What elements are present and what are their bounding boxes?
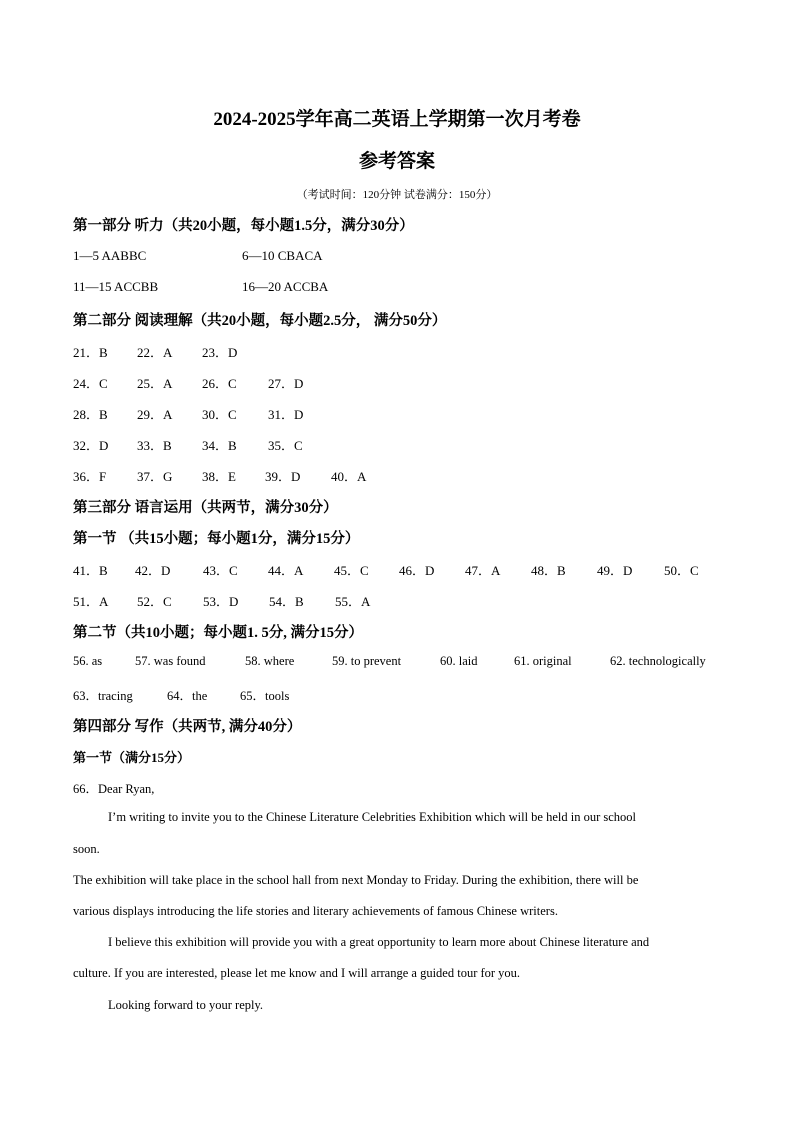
- answer-item: 25．A: [137, 376, 173, 391]
- part3-section2-heading: 第二节（共10小题；每小题1. 5分, 满分15分）: [73, 625, 363, 641]
- answer-item: 51．A: [73, 594, 109, 609]
- answer-item: 59. to prevent: [332, 654, 402, 668]
- answer-item: 43．C: [203, 563, 238, 578]
- answer-item: 22．A: [137, 345, 173, 360]
- answer-item: 53．D: [203, 594, 239, 609]
- answer-item: 30．C: [202, 407, 237, 422]
- letter-salutation: 66．Dear Ryan,: [73, 782, 155, 796]
- answer-item: 36．F: [73, 469, 107, 484]
- part2-heading: 第二部分 阅读理解（共20小题，每小题2.5分， 满分50分）: [73, 313, 447, 329]
- answer-item: 33．B: [137, 438, 172, 453]
- answer-item: 39．D: [265, 469, 301, 484]
- part4-heading: 第四部分 写作（共两节, 满分40分）: [73, 719, 302, 735]
- exam-info: （考试时间：120分钟 试卷满分：150分）: [296, 189, 498, 201]
- answer-item: 40．A: [331, 469, 367, 484]
- answer-item: 52．C: [137, 594, 172, 609]
- answer-item: 60. laid: [440, 654, 478, 668]
- answer-item: 41．B: [73, 563, 108, 578]
- part1-heading: 第一部分 听力（共20小题，每小题1.5分，满分30分）: [73, 218, 414, 234]
- answer-item: 28．B: [73, 407, 108, 422]
- answer-item: 57. was found: [135, 654, 206, 668]
- answer-item: 61. original: [514, 654, 572, 668]
- answer-item: 54．B: [269, 594, 304, 609]
- answer-item: 31．D: [268, 407, 304, 422]
- answer-item: 1—5 AABBC: [73, 248, 147, 263]
- answer-item: 49．D: [597, 563, 633, 578]
- answer-item: 47．A: [465, 563, 501, 578]
- answer-item: 50．C: [664, 563, 699, 578]
- letter-paragraph-line: I believe this exhibition will provide you with a great opportunity to learn more about Chinese literature and: [108, 935, 650, 949]
- letter-closing-line: Looking forward to your reply.: [108, 998, 264, 1012]
- answer-item: 32．D: [73, 438, 109, 453]
- part3-section1-heading: 第一节 （共15小题；每小题1分，满分15分）: [73, 531, 360, 547]
- answer-item: 64．the: [167, 689, 208, 703]
- answer-item: 62. technologically: [610, 654, 706, 668]
- answer-item: 21．B: [73, 345, 108, 360]
- answer-item: 38．E: [202, 469, 236, 484]
- answer-item: 63．tracing: [73, 689, 133, 703]
- answer-item: 56. as: [73, 654, 103, 668]
- answer-item: 24．C: [73, 376, 108, 391]
- letter-paragraph-line: soon.: [73, 842, 100, 856]
- part3-heading: 第三部分 语言运用（共两节，满分30分）: [73, 500, 338, 516]
- answer-item: 58. where: [245, 654, 295, 668]
- answer-item: 11—15 ACCBB: [73, 279, 159, 294]
- letter-paragraph-line: The exhibition will take place in the school hall from next Monday to Friday. During the exhibition, there will be: [73, 873, 639, 887]
- answer-item: 16—20 ACCBA: [242, 279, 329, 294]
- answer-item: 23．D: [202, 345, 238, 360]
- answer-item: 55．A: [335, 594, 371, 609]
- answer-item: 46．D: [399, 563, 435, 578]
- answer-item: 27．D: [268, 376, 304, 391]
- answer-item: 29．A: [137, 407, 173, 422]
- answer-item: 65．tools: [240, 689, 290, 703]
- part4-section1-heading: 第一节（满分15分）: [73, 750, 191, 765]
- page-title: 2024-2025学年高二英语上学期第一次月考卷: [213, 109, 581, 130]
- answer-item: 6—10 CBACA: [242, 248, 323, 263]
- letter-paragraph-line: culture. If you are interested, please let me know and I will arrange a guided tour for you.: [73, 966, 521, 980]
- answer-item: 45．C: [334, 563, 369, 578]
- answer-item: 44．A: [268, 563, 304, 578]
- answer-item: 37．G: [137, 469, 173, 484]
- answer-item: 48．B: [531, 563, 566, 578]
- page-subtitle: 参考答案: [358, 151, 435, 172]
- answer-item: 35．C: [268, 438, 303, 453]
- answer-item: 34．B: [202, 438, 237, 453]
- letter-paragraph-line: I’m writing to invite you to the Chinese Literature Celebrities Exhibition which will be held in our school: [108, 810, 637, 824]
- answer-item: 26．C: [202, 376, 237, 391]
- answer-item: 42．D: [135, 563, 171, 578]
- letter-paragraph-line: various displays introducing the life stories and literary achievements of famous Chinese writers.: [73, 904, 558, 918]
